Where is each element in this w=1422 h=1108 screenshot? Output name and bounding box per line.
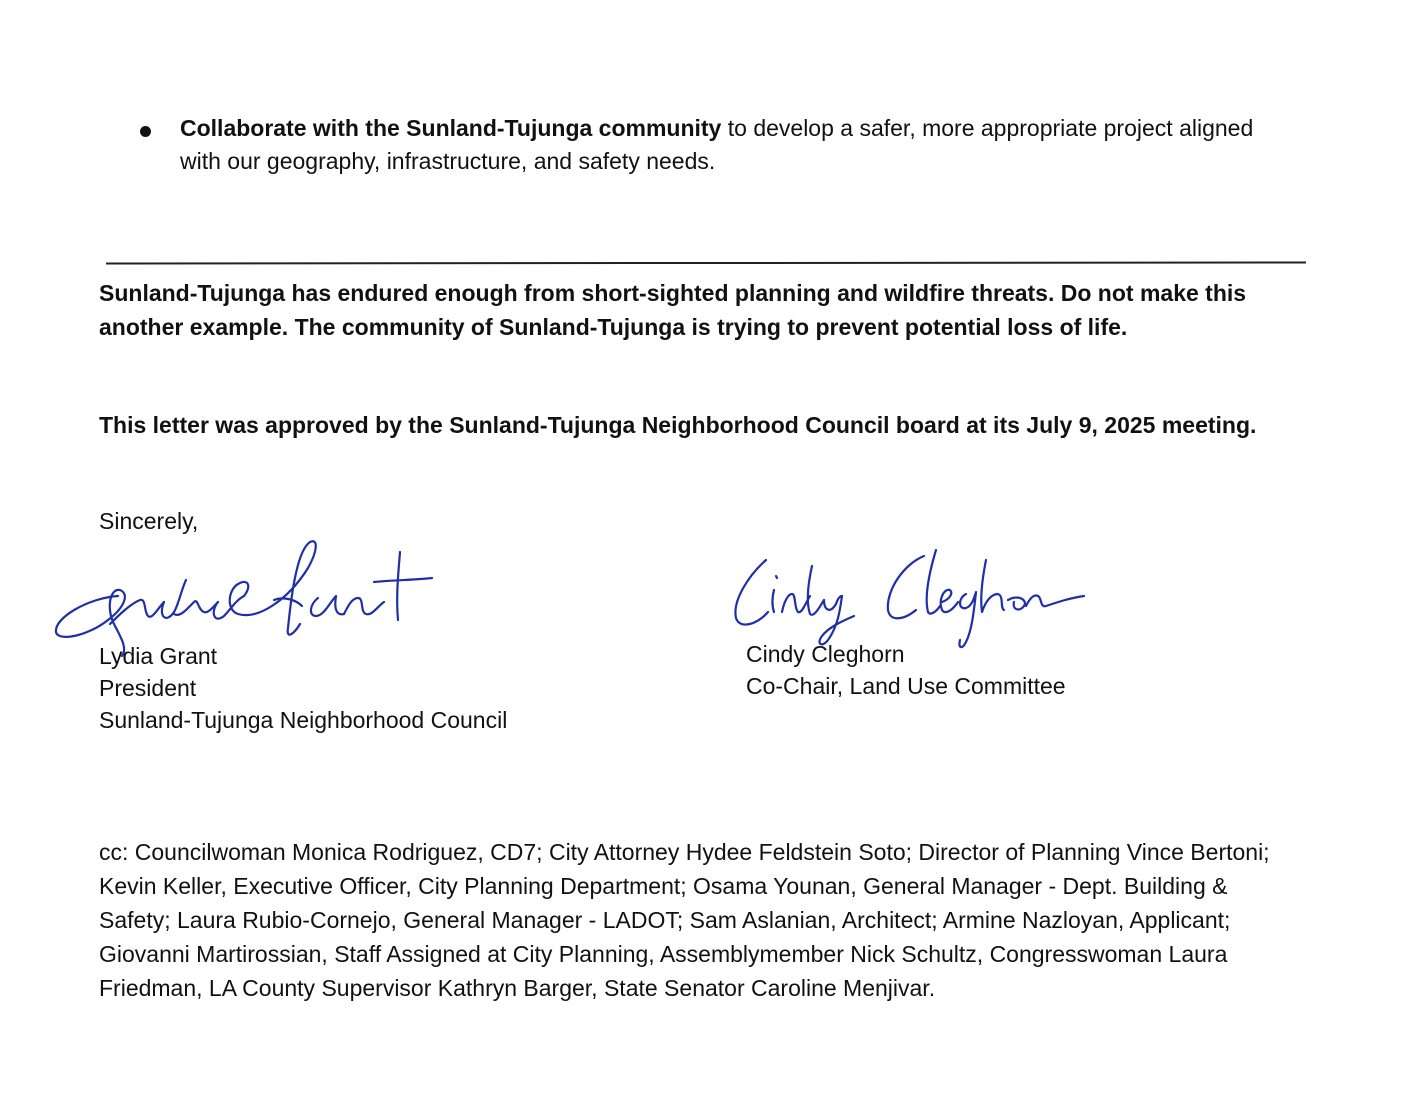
closing-statement: Sunland-Tujunga has endured enough from short-sighted planning and wildfire threats. Do not make this another example. The community of Sunland-Tujunga is trying to prevent potential loss of life. xyxy=(99,280,1247,340)
signature-lydia-grant xyxy=(48,528,438,658)
signatory-title: President xyxy=(99,675,197,701)
bullet-dot-icon xyxy=(140,126,151,137)
signatory-lydia-grant xyxy=(99,640,507,736)
signatory-title: Co-Chair, Land Use Committee xyxy=(746,673,1066,699)
approval-statement: This letter was approved by the Sunland-Tujunga Neighborhood Council board at its July 9, 2025 meeting. xyxy=(99,412,1257,438)
horizontal-divider xyxy=(106,261,1306,264)
signatory-organization: Sunland-Tujunga Neighborhood Council xyxy=(99,707,508,733)
bullet-item xyxy=(140,112,1270,178)
signatory-name: Lydia Grant xyxy=(99,643,218,669)
bullet-rest-text: to develop a safer, more appropriate project aligned with our geography, infrastructure, and safety needs. xyxy=(180,115,1254,174)
signatory-cindy-cleghorn xyxy=(746,638,1066,702)
bullet-text xyxy=(180,112,1270,178)
bullet-bold-text: Collaborate with the Sunland-Tujunga community xyxy=(180,115,722,141)
salutation: Sincerely, xyxy=(99,508,199,534)
signatory-name: Cindy Cleghorn xyxy=(746,641,905,667)
cc-list: cc: Councilwoman Monica Rodriguez, CD7; City Attorney Hydee Feldstein Soto; Director of Planning Vince Bertoni; Kevin Keller, Executive Officer, City Planning Department; Osama Younan, General Manager - Dept. Building & Safety; Laura Rubio-Cornejo, General Manager - LADOT; Sam Aslanian, Architect; Armine Nazloyan, Applicant; Giovanni Martirossian, Staff Assigned at City Planning, Assemblymember Nick Schultz, Congresswoman Laura Friedman, LA County Supervisor Kathryn Barger, State Senator Caroline Menjivar. xyxy=(99,839,1270,1001)
